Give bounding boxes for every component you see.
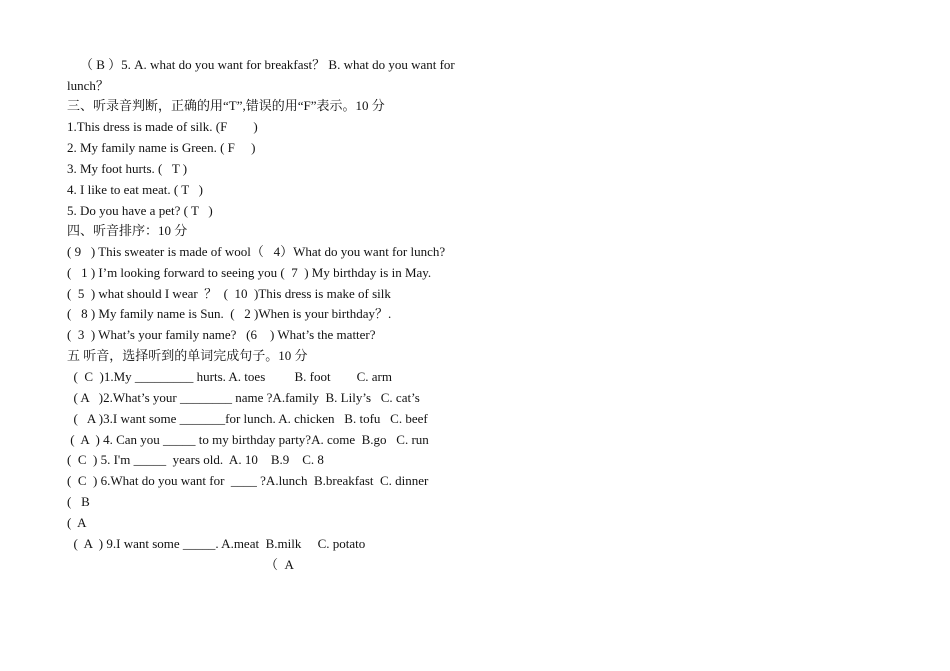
section-3-heading: 三、听录音判断，正确的用“T”,错误的用“F”表示。10 分 <box>67 98 385 113</box>
choice-item-9: ( A ) 9.I want some _____. A.meat B.milk C. potato <box>67 536 366 551</box>
tf-item-2: 2. My family name is Green. ( F ) <box>67 140 256 155</box>
q5-breakfast-lunch: （ B ）5. A. what do you want for breakfast？ B. what do you want for <box>80 57 455 72</box>
tf-item-4: 4. I like to eat meat. ( T ) <box>67 182 203 197</box>
choice-item-7: ( B <box>67 494 90 509</box>
choice-item-2: ( A )2.What’s your ________ name ?A.family B. Lily’s C. cat’s <box>67 390 420 405</box>
order-row-5: ( 3 ) What’s your family name? (6 ) What’s the matter? <box>67 327 376 342</box>
q5-continuation: lunch？ <box>67 78 109 93</box>
choice-item-8: ( A <box>67 515 87 530</box>
order-row-3: ( 5 ) what should I wear ？ ( 10 )This dress is make of silk <box>67 286 391 301</box>
choice-item-10: （ A <box>265 557 294 572</box>
section-5-heading: 五 听音，选择听到的单词完成句子。10 分 <box>67 348 308 363</box>
tf-item-5: 5. Do you have a pet? ( T ) <box>67 203 213 218</box>
order-row-1: ( 9 ) This sweater is made of wool（ 4）What do you want for lunch? <box>67 244 446 259</box>
section-4-heading: 四、听音排序：10 分 <box>67 223 188 238</box>
order-row-4: ( 8 ) My family name is Sun. ( 2 )When is your birthday？. <box>67 306 392 321</box>
tf-item-1: 1.This dress is made of silk. (F ) <box>67 119 258 134</box>
choice-item-5: ( C ) 5. I'm _____ years old. A. 10 B.9 C. 8 <box>67 452 324 467</box>
order-row-2: ( 1 ) I’m looking forward to seeing you ( 7 ) My birthday is in May. <box>67 265 432 280</box>
choice-item-1: ( C )1.My _________ hurts. A. toes B. foot C. arm <box>67 369 392 384</box>
tf-item-3: 3. My foot hurts. ( T ) <box>67 161 188 176</box>
choice-item-3: ( A )3.I want some _______for lunch. A. chicken B. tofu C. beef <box>67 411 428 426</box>
choice-item-4: ( A ) 4. Can you _____ to my birthday party?A. come B.go C. run <box>67 432 429 447</box>
choice-item-6: ( C ) 6.What do you want for ____ ?A.lunch B.breakfast C. dinner <box>67 473 429 488</box>
